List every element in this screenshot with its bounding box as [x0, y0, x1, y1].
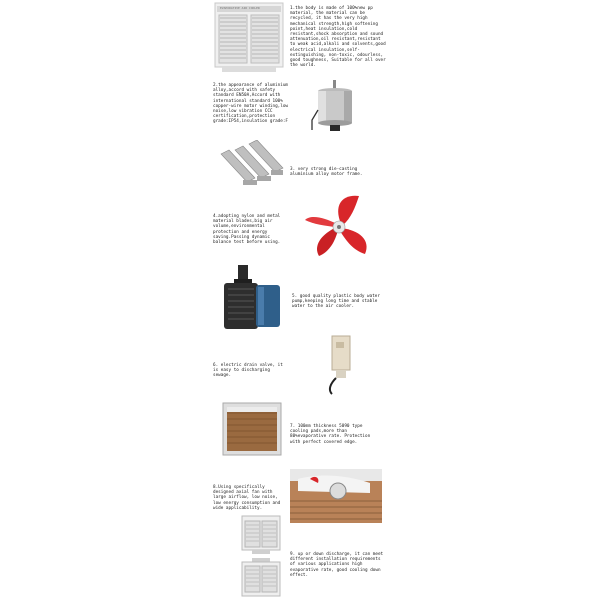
air-cooler-image: [212, 0, 286, 75]
feature-5-text: 5. good quality plastic body water pump,keeping long time and stable water to the air cooler.: [292, 294, 380, 310]
feature-4-text: 4.adopting nylon and metal material blades,big air volume,environmental protection and energy saving.Passing dynamic balance test before using.: [213, 214, 281, 246]
feature-2-text: 2.the appearance of aluminium alloy,accord with safety standard EN50A,Accord with international standard 100% copper-wire motor winding,low noise,low vibration CCC certification,protection grade:IP54,insulation grade:F: [213, 83, 289, 125]
feature-9-text: 9. up or down discharge, it can meet different installation requirements of various applications high evaporative rate, good cooling down effect.: [290, 552, 384, 578]
axial-fan-image: [290, 469, 382, 523]
drain-valve-image: [326, 334, 354, 396]
feature-1-text: 1.the body is made of 100%new pp material, the material can be recycled, it has the very high mechanical strength,high softening point,heat insulation,cold resistant,shock absorption and sound attenuation,oil resistant,resistant to weak acid,alkali and solvents,good electrical insulation,self-extinguishing, non-toxic, odourless, good toughness, Suitable for all over the world.: [290, 6, 386, 69]
brand-label: EVAPORATIVE AIR COOLER: [220, 6, 260, 10]
feature-8-text: 8.Using specifically designed axial fan with large airflow, low noise, low energy consumption and wide applicability.: [213, 485, 281, 511]
motor-frame-image: [215, 140, 285, 195]
motor-image: [310, 80, 360, 135]
feature-3-text: 3. very strong die-casting aluminium alloy motor frame.: [290, 167, 363, 178]
cooling-pad-image: [222, 402, 282, 456]
feature-7-text: 7. 100mm thickness 5090 type cooling pads,more than 80%evaporative rate. Protection with perfect covered edge.: [290, 424, 371, 445]
fan-blade-image: [303, 194, 375, 260]
down-discharge-cooler-image: [240, 557, 282, 599]
feature-6-text: 6. electric drain valve, it is easy to discharging sewage.: [213, 363, 283, 379]
up-discharge-cooler-image: [240, 514, 282, 555]
water-pump-image: [218, 265, 284, 333]
